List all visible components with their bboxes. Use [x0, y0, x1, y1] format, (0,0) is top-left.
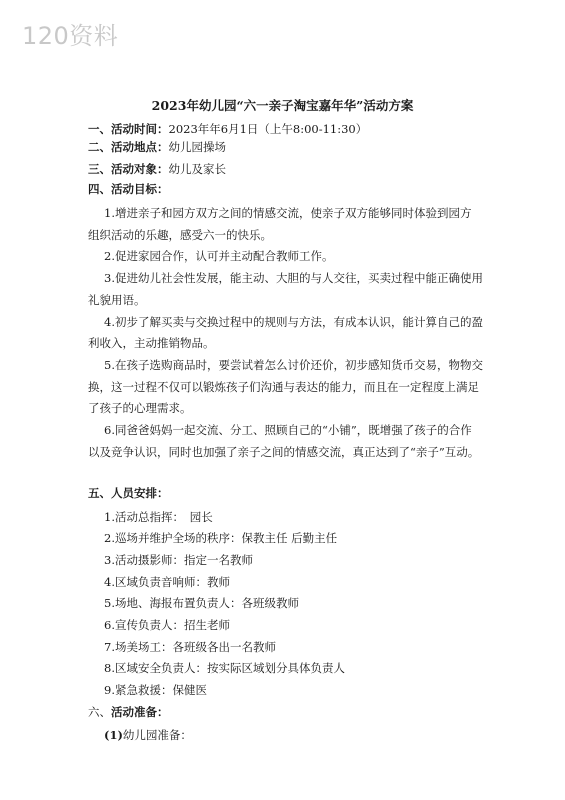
section-audience-value: 幼儿及家长 [168, 162, 226, 176]
prep-subitem [104, 728, 192, 742]
section-goals-heading: 四、活动目标： [88, 182, 169, 196]
section-location-value: 幼儿园操场 [168, 140, 226, 154]
goal-line: 组织活动的乐趣，感受六一的快乐。 [88, 228, 272, 242]
goal-line: 1.增进亲子和园方双方之间的情感交流，使亲子双方能够同时体验到园方 [104, 206, 472, 220]
section-audience [88, 162, 226, 176]
goal-line: 了孩子的心理需求。 [88, 401, 192, 415]
document-title: 2023年幼儿园“六一亲子淘宝嘉年华”活动方案 [151, 98, 414, 113]
staff-item: 4.区域负责音响师：教师 [104, 575, 230, 589]
prep-subitem-number: (1) [104, 728, 123, 742]
section-location-heading: 二、活动地点： [88, 140, 169, 154]
staff-item: 2.巡场并维护全场的秩序：保教主任 后勤主任 [104, 531, 338, 545]
section-audience-heading: 三、活动对象： [88, 162, 169, 176]
section-staff-heading: 五、人员安排： [88, 486, 169, 500]
goal-line: 礼貌用语。 [88, 293, 146, 307]
goal-line: 5.在孩子选购商品时，要尝试着怎么讨价还价，初步感知货币交易，物物交 [104, 358, 483, 372]
staff-item: 5.场地、海报布置负责人：各班级教师 [104, 596, 299, 610]
section-time [88, 122, 367, 136]
section-time-heading: 一、活动时间： [88, 122, 169, 136]
goal-line: 3.促进幼儿社会性发展，能主动、大胆的与人交往，买卖过程中能正确使用 [104, 271, 483, 285]
section-time-value: 2023年年6月1日（上午8:00-11:30） [168, 122, 368, 136]
staff-item: 3.活动摄影师：指定一名教师 [104, 553, 253, 567]
watermark-text: 120资料 [22, 22, 119, 50]
section-prep-number: 六、 [88, 705, 111, 719]
staff-item: 1.活动总指挥： 园长 [104, 510, 213, 524]
goal-line: 利收入，主动推销物品。 [88, 336, 215, 350]
section-location [88, 140, 226, 154]
staff-item: 6.宣传负责人：招生老师 [104, 618, 230, 632]
goal-line: 换，这一过程不仅可以锻炼孩子们沟通与表达的能力，而且在一定程度上满足 [88, 380, 479, 394]
section-prep-heading: 活动准备： [111, 705, 169, 719]
goal-line: 4.初步了解买卖与交换过程中的规则与方法，有成本认识，能计算自己的盈 [104, 315, 483, 329]
staff-item: 7.场美场工：各班级各出一名教师 [104, 640, 276, 654]
goal-line: 以及竞争认识，同时也加强了亲子之间的情感交流，真正达到了“亲子”互动。 [88, 445, 480, 459]
goal-line: 2.促进家园合作，认可并主动配合教师工作。 [104, 249, 334, 263]
staff-item: 8.区域安全负责人：按实际区域划分具体负责人 [104, 661, 345, 675]
prep-subitem-text: 幼儿园准备： [122, 728, 192, 742]
section-prep [88, 705, 169, 719]
goal-line: 6.同爸爸妈妈一起交流、分工、照顾自己的“小铺”，既增强了孩子的合作 [104, 423, 472, 437]
staff-item: 9.紧急救援：保健医 [104, 683, 207, 697]
